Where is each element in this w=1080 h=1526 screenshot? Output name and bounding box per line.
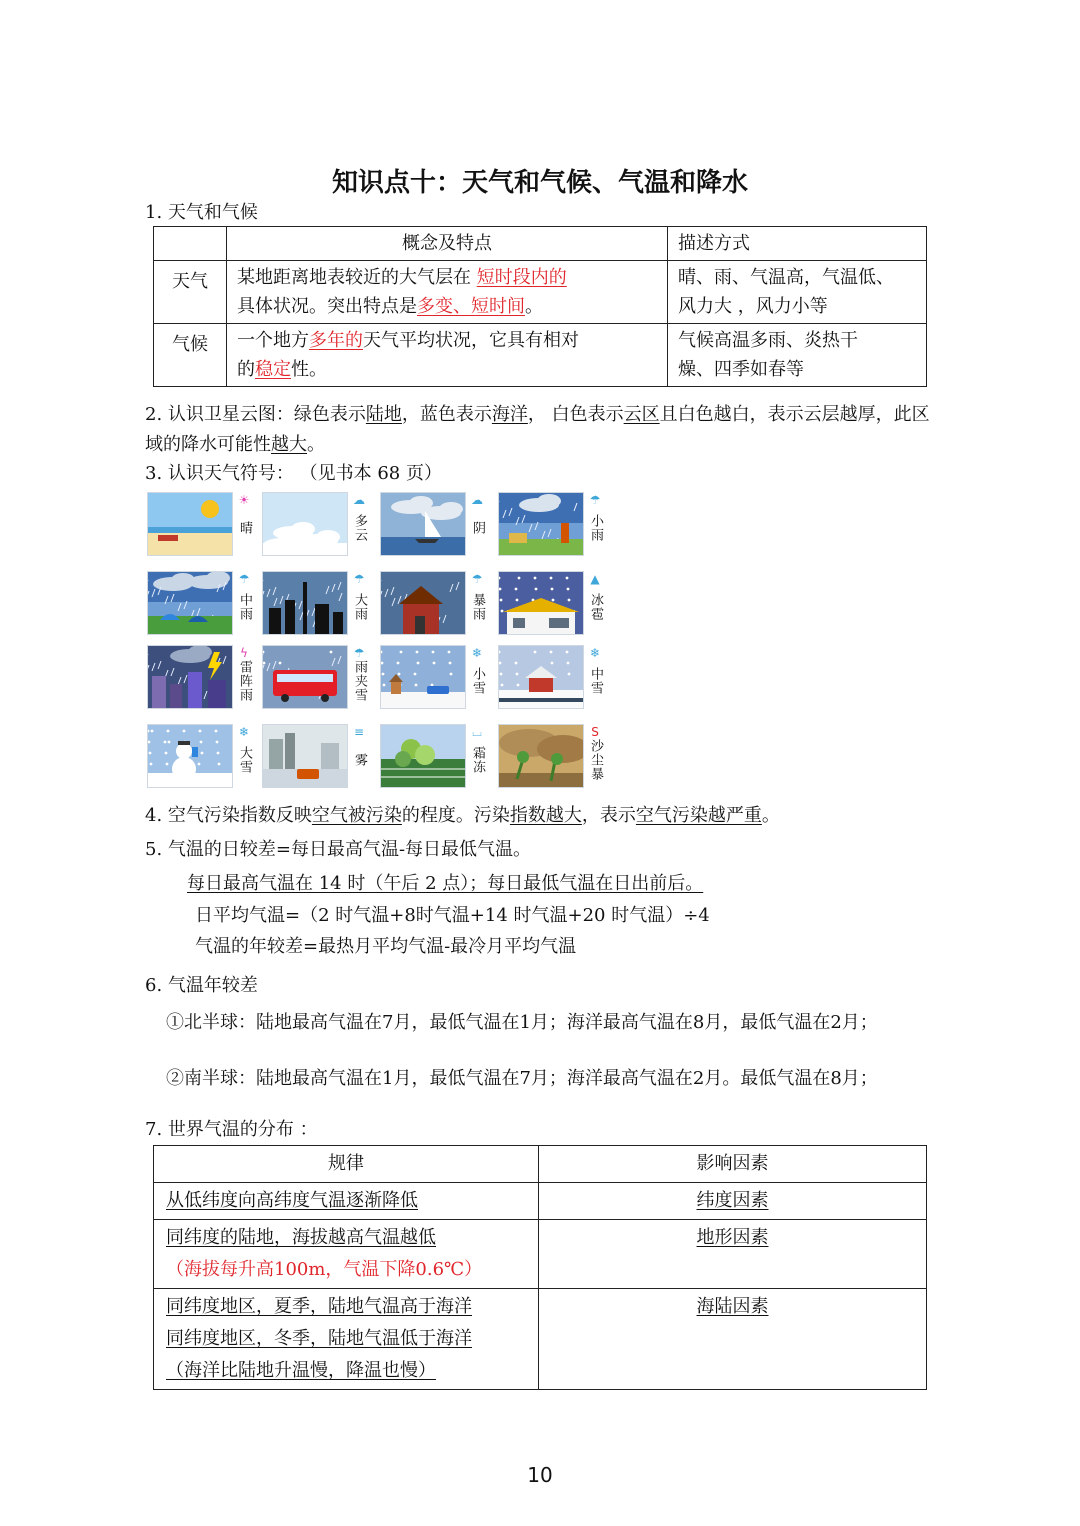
- weather-illustration: [147, 492, 233, 556]
- weather-symbol-label: 雨夹雪: [352, 660, 367, 702]
- weather-symbol-cell: [262, 645, 374, 709]
- light-snow-icon: ❄: [471, 646, 483, 660]
- weather-illustration: [262, 724, 348, 788]
- thunderstorm-icon: ϟ: [240, 646, 248, 660]
- rule-land-sea: 同纬度地区，夏季，陆地气温高于海洋 同纬度地区，冬季，陆地气温低于海洋 （海洋比陆地升温慢，降温也慢）: [154, 1289, 539, 1390]
- section-2-text: 2. 认识卫星云图：绿色表示陆地，蓝色表示海洋， 白色表示云区且白色越白，表示云层越厚，此区域的降水可能性越大。: [145, 404, 930, 455]
- page-number: 10: [527, 1463, 553, 1487]
- weather-symbol-cell: [147, 571, 259, 635]
- weather-illustration: [498, 724, 584, 788]
- weather-symbol-label: 霜冻: [470, 746, 485, 774]
- col-header-factor: 影响因素: [539, 1146, 927, 1183]
- heavy-snow-icon: ❄: [238, 725, 250, 739]
- weather-illustration: [262, 571, 348, 635]
- weather-symbol-label: 冰雹: [588, 593, 603, 621]
- daily-average-formula: 日平均气温=（2 时气温+8时气温+14 时气温+20 时气温）÷4: [195, 905, 710, 926]
- weather-symbol-cell: [498, 492, 610, 556]
- section-3-heading: 3. 认识天气符号： （见书本 68 页）: [145, 463, 442, 484]
- section-5-heading: 5. 气温的日较差=每日最高气温-每日最低气温。: [145, 839, 532, 860]
- weather-symbol-cell: [498, 724, 610, 788]
- weather-symbol-label: 阴: [470, 521, 485, 535]
- weather-symbol-label: 多云: [352, 514, 367, 542]
- rainstorm-icon: ☂: [471, 572, 483, 586]
- weather-climate-table: [153, 226, 927, 387]
- temperature-distribution-table: [153, 1145, 927, 1390]
- weather-illustration: [498, 645, 584, 709]
- factor-latitude: 纬度因素: [539, 1183, 927, 1220]
- sun-icon: ☀: [238, 493, 250, 507]
- fog-icon: ≡: [353, 725, 365, 739]
- weather-symbol-label: 小雪: [470, 667, 485, 695]
- weather-symbol-cell: [262, 492, 374, 556]
- weather-symbol-cell: [147, 724, 259, 788]
- section-1-heading: 1. 天气和气候: [145, 202, 258, 223]
- weather-symbol-label: 雷阵雨: [237, 660, 252, 702]
- climate-description: 气候高温多雨、炎热干 燥、四季如春等: [668, 324, 927, 387]
- weather-symbol-cell: [147, 645, 259, 709]
- light-rain-icon: ☂: [589, 493, 601, 507]
- weather-illustration: [380, 645, 466, 709]
- section-7-heading: 7. 世界气温的分布 ：: [145, 1119, 318, 1140]
- weather-symbol-label: 大雨: [352, 593, 367, 621]
- hail-icon: ▲: [590, 572, 600, 586]
- moderate-rain-icon: ☂: [238, 572, 250, 586]
- daily-temp-times: 每日最高气温在 14 时（午后 2 点）；每日最低气温在日出前后。: [187, 873, 704, 894]
- weather-symbol-cell: [262, 724, 374, 788]
- weather-symbol-label: 雾: [352, 753, 367, 767]
- weather-illustration: [498, 492, 584, 556]
- weather-illustration: [380, 492, 466, 556]
- col-header-description: 描述方式: [668, 227, 927, 261]
- weather-illustration: [262, 645, 348, 709]
- weather-illustration: [147, 571, 233, 635]
- weather-symbol-cell: [380, 645, 492, 709]
- weather-symbol-cell: [380, 492, 492, 556]
- weather-symbol-label: 中雪: [588, 667, 603, 695]
- row-label-weather: 天气: [154, 261, 227, 324]
- weather-illustration: [380, 571, 466, 635]
- weather-symbol-label: 小雨: [588, 514, 603, 542]
- sandstorm-icon: S: [591, 725, 599, 739]
- cloudy-icon: ☁: [353, 493, 365, 507]
- rule-latitude: 从低纬度向高纬度气温逐渐降低: [154, 1183, 539, 1220]
- table-corner: [154, 227, 227, 261]
- col-header-rule: 规律: [154, 1146, 539, 1183]
- northern-hemisphere: ①北半球：陆地最高气温在7月，最低气温在1月；海洋最高气温在8月，最低气温在2月；: [166, 1012, 878, 1033]
- annual-range-formula: 气温的年较差=最热月平均气温-最冷月平均气温: [195, 936, 577, 957]
- weather-symbol-cell: [262, 571, 374, 635]
- section-6-heading: 6. 气温年较差: [145, 975, 258, 996]
- weather-symbol-cell: [147, 492, 259, 556]
- weather-illustration: [380, 724, 466, 788]
- weather-symbol-label: 中雨: [237, 593, 252, 621]
- weather-symbols-grid: [147, 492, 617, 792]
- weather-symbol-cell: [498, 645, 610, 709]
- sleet-icon: ☂: [353, 646, 365, 660]
- frost-icon: ⌴: [472, 725, 482, 739]
- weather-symbol-label: 沙尘暴: [588, 739, 603, 781]
- factor-terrain: 地形因素: [539, 1220, 927, 1289]
- weather-description: 晴、雨、气温高，气温低、 风力大 ，风力小等: [668, 261, 927, 324]
- weather-illustration: [262, 492, 348, 556]
- factor-land-sea: 海陆因素: [539, 1289, 927, 1390]
- climate-concept: 一个地方多年的天气平均状况，它具有相对 的稳定性。: [227, 324, 668, 387]
- col-header-concept: 概念及特点: [227, 227, 668, 261]
- weather-concept: 某地距离地表较近的大气层在 短时段内的 具体状况。突出特点是多变、短时间。: [227, 261, 668, 324]
- weather-symbol-label: 暴雨: [470, 593, 485, 621]
- weather-symbol-cell: [498, 571, 610, 635]
- weather-symbol-label: 大雪: [237, 746, 252, 774]
- moderate-snow-icon: ❄: [589, 646, 601, 660]
- page-title: 知识点十：天气和气候、气温和降水: [331, 168, 748, 198]
- heavy-rain-icon: ☂: [353, 572, 365, 586]
- weather-illustration: [147, 724, 233, 788]
- row-label-climate: 气候: [154, 324, 227, 387]
- weather-symbol-cell: [380, 571, 492, 635]
- weather-symbol-label: 晴: [237, 521, 252, 535]
- weather-illustration: [147, 645, 233, 709]
- southern-hemisphere: ②南半球：陆地最高气温在1月，最低气温在7月；海洋最高气温在2月。最低气温在8月；: [166, 1068, 878, 1089]
- weather-symbol-cell: [380, 724, 492, 788]
- section-4-text: 4. 空气污染指数反映空气被污染的程度。污染指数越大，表示空气污染越严重。: [145, 805, 780, 826]
- overcast-icon: ☁: [471, 493, 483, 507]
- rule-altitude: 同纬度的陆地，海拔越高气温越低 （海拔每升高100m，气温下降0.6℃）: [154, 1220, 539, 1289]
- weather-illustration: [498, 571, 584, 635]
